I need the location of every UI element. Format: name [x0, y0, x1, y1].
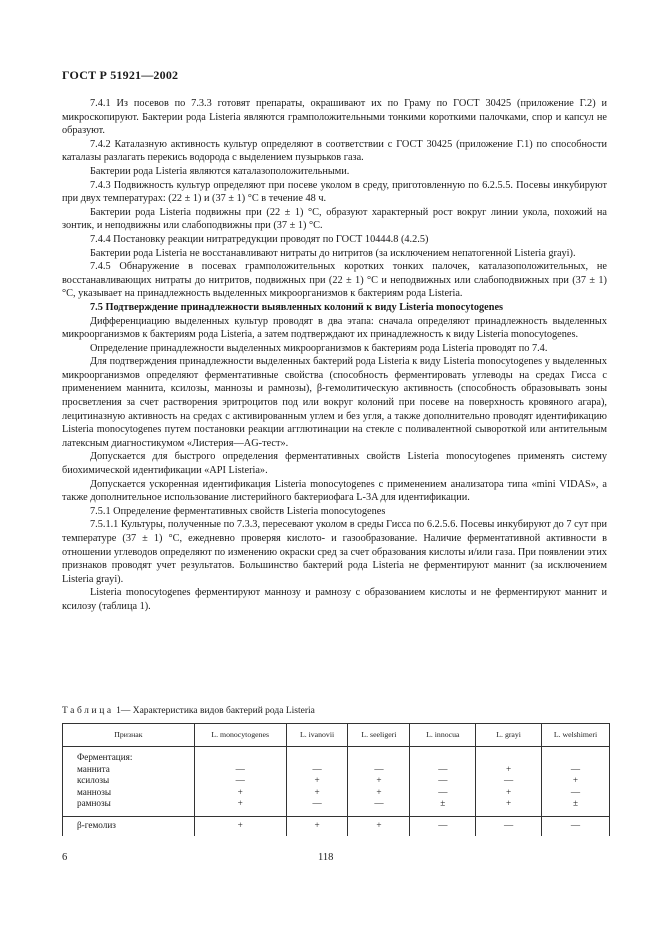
- feature-label: маннита: [77, 763, 110, 774]
- paragraph: Бактерии рода Listeria подвижны при (22 ± 1) °С, образуют характерный рост вокруг линии укола, похожий на зонтик, и неподвижны или слабоподвижны при (37 ± 1) °С.: [62, 206, 607, 232]
- table-header-row: [63, 724, 610, 747]
- column-header: Признак: [63, 724, 195, 747]
- paragraph: Listeria monocytogenes ферментируют маннозу и рамнозу с образованием кислоты и не ферментируют маннит и ксилозу (таблица 1).: [62, 587, 607, 612]
- table-caption: [62, 706, 315, 716]
- value-cell: + — + +: [476, 750, 542, 812]
- column-header: L. grayi: [476, 724, 542, 747]
- paragraph-7-5-1-1: 7.5.1.1 Культуры, полученные по 7.3.3, пересевают уколом в среды Гисса по 6.2.5.6. Посевы инкубируют до 7 сут при температуре (37 ± 1) °С, ежедневно проверяя кислото- и газообразование. Наличие ферментативной активности в отношении углеводов определяют по изменению окраски сред за счет образования кислоты и/или газа. При появлении этих признаков проводят учет результатов. Большинство бактерий рода Listeria не ферментируют маннит (за исключением Listeria grayi).: [62, 519, 607, 585]
- column-header: L. innocua: [410, 724, 476, 747]
- table-caption-text: 1— Характеристика видов бактерий рода Listeria: [113, 706, 315, 716]
- paragraph: Допускается ускоренная идентификация Listeria monocytogenes с применением анализатора типа «mini VIDAS», а также дополнительное использование листерийного бактериофага L-3A для идентификации.: [62, 478, 607, 504]
- subsection-heading-7-5-1: 7.5.1 Определение ферментативных свойств Listeria monocytogenes: [90, 505, 386, 517]
- table-caption-word: Таблица: [62, 706, 114, 716]
- section-heading-7-5: 7.5 Подтверждение принадлежности выявленных колоний к виду Listeria monocytogenes: [90, 301, 504, 313]
- paragraph-7-4-5: 7.4.5 Обнаружение в посевах грамположительных коротких тонких палочек, каталазоположительных, не восстанавливающих нитраты до нитритов, подвижных при (22 ± 1) °С и неподвижных или слабоподвижных при (37 ± 1) °С, указывает на принадлежность выделенных микроорганизмов к бактериям рода Listeria.: [62, 261, 607, 300]
- paragraph: Определение принадлежности выделенных микроорганизмов к бактериям рода Listeria проводят по 7.4.: [90, 342, 548, 354]
- value-cell: — + + —: [286, 750, 348, 812]
- paragraph-7-4-4: 7.4.4 Постановку реакции нитратредукции проводят по ГОСТ 10444.8 (4.2.5): [90, 233, 429, 245]
- value-cell: +: [348, 816, 410, 835]
- paragraph-7-4-2: 7.4.2 Каталазную активность культур определяют в соответствии с ГОСТ 30425 (приложение Г.1) по способности каталазы разлагать перекись водорода с выделением пузырьков газа.: [62, 138, 607, 164]
- value-cell: —: [542, 816, 610, 835]
- paragraph: Для подтверждения принадлежности выделенных бактерий рода Listeria к виду Listeria monocytogenes у выделенных микроорганизмов определяют ферментативные свойства (способность ферментировать углеводы на средах Гисса с применением маннита, ксилозы, маннозы и рамнозы), β-гемолитическую активность (способность образовывать зоны просветления за счет растворения эритроцитов под или вокруг колоний при посеве на поверхность кровяного агара), лецитиназную активность на средах с активированным углем и без угля, а также дополнительно проводят идентификацию Listeria monocytogenes путем постановки реакции агглютинации на стекле с поливалентной сывороткой или антительным латексным диагностикумом «Листерия—AG-тест».: [62, 356, 607, 449]
- value-cell: — + + —: [348, 750, 410, 812]
- feature-label: β-гемолиз: [63, 816, 195, 835]
- column-header: L. welshimeri: [542, 724, 610, 747]
- paragraph: Допускается для быстрого определения ферментативных свойств Listeria monocytogenes применять систему биохимической идентификации «API Listeria».: [62, 451, 607, 477]
- column-header: L. seeligeri: [348, 724, 410, 747]
- sheet-number: 118: [318, 852, 334, 863]
- column-header: L. ivanovii: [286, 724, 348, 747]
- table-row-fermentation: [63, 750, 610, 812]
- feature-label: рамнозы: [77, 798, 111, 809]
- value-cell: +: [194, 816, 286, 835]
- column-header: L. monocytogenes: [194, 724, 286, 747]
- feature-group-title: Ферментация:: [77, 752, 133, 762]
- table-row-beta-hemolysis: [63, 816, 610, 835]
- paragraph: Дифференциацию выделенных культур проводят в два этапа: сначала определяют принадлежность выделенных микроорганизмов к бактериям рода Listeria, а затем подтверждают их принадлежность к виду Listeria monocytogenes.: [62, 315, 607, 341]
- feature-label: ксилозы: [77, 775, 110, 786]
- feature-cell: [63, 750, 195, 812]
- paragraph-7-4-3: 7.4.3 Подвижность культур определяют при посеве уколом в среду, приготовленную по 6.2.5.5. Посевы инкубируют при двух температурах: (22 ± 1) и (37 ± 1) °С в течение 48 ч.: [62, 179, 607, 205]
- value-cell: — + — ±: [542, 750, 610, 812]
- value-cell: +: [286, 816, 348, 835]
- document-body: [62, 97, 607, 614]
- page-number: 6: [62, 852, 68, 863]
- listeria-species-table: [62, 723, 610, 836]
- paragraph: Бактерии рода Listeria являются каталазоположительными.: [90, 165, 350, 177]
- paragraph-7-4-1: 7.4.1 Из посевов по 7.3.3 готовят препараты, окрашивают их по Граму по ГОСТ 30425 (приложение Г.2) и микроскопируют. Бактерии рода Listeria являются грамположительными тонкими короткими палочками, спор и капсул не образуют.: [62, 98, 607, 137]
- value-cell: —: [476, 816, 542, 835]
- paragraph: Бактерии рода Listeria не восстанавливают нитраты до нитритов (за исключением непатогенной Listeria grayi).: [90, 247, 576, 259]
- value-cell: —: [410, 816, 476, 835]
- document-header: ГОСТ Р 51921—2002: [62, 68, 179, 82]
- value-cell: — — — ±: [410, 750, 476, 812]
- value-cell: — — + +: [194, 750, 286, 812]
- feature-label: маннозы: [77, 786, 112, 797]
